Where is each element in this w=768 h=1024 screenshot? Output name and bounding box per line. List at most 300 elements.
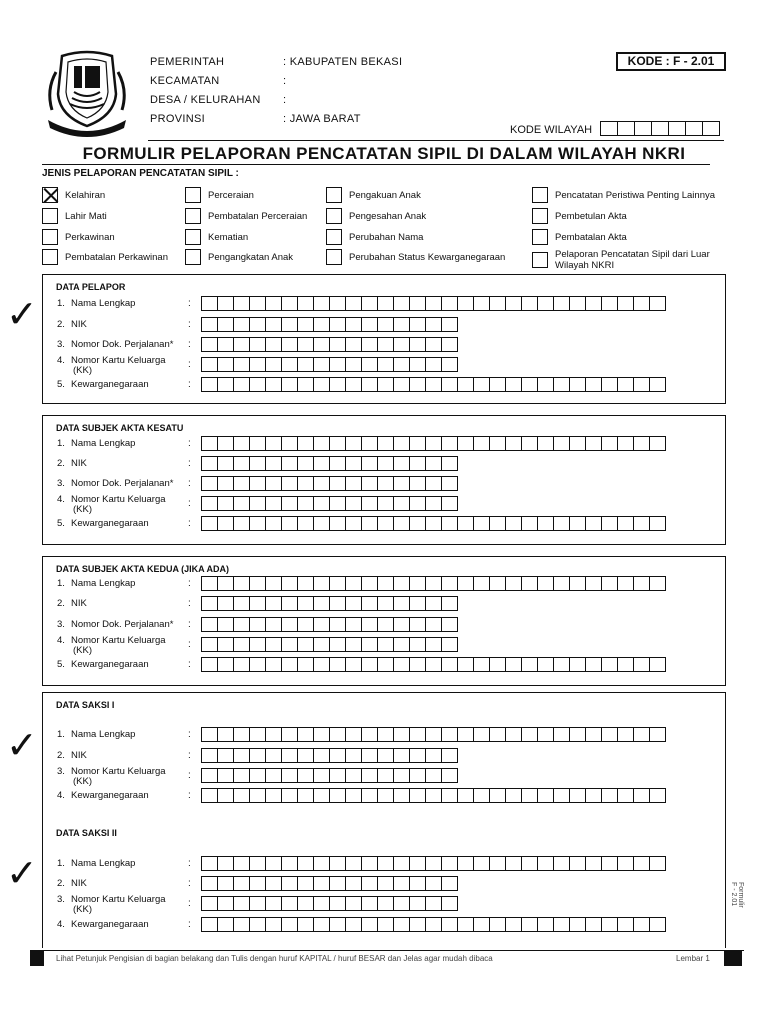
char-box[interactable] <box>409 617 426 632</box>
char-box[interactable] <box>345 748 362 763</box>
char-box[interactable] <box>617 296 634 311</box>
char-box[interactable] <box>457 917 474 932</box>
char-box[interactable] <box>441 876 458 891</box>
char-box[interactable] <box>281 516 298 531</box>
char-box[interactable] <box>601 296 618 311</box>
char-box[interactable] <box>217 436 234 451</box>
field-input-boxes[interactable] <box>202 917 666 932</box>
char-box[interactable] <box>217 657 234 672</box>
char-box[interactable] <box>634 121 652 136</box>
char-box[interactable] <box>233 516 250 531</box>
char-box[interactable] <box>345 337 362 352</box>
char-box[interactable] <box>393 476 410 491</box>
char-box[interactable] <box>585 576 602 591</box>
char-box[interactable] <box>265 637 282 652</box>
char-box[interactable] <box>377 576 394 591</box>
char-box[interactable] <box>201 476 218 491</box>
char-box[interactable] <box>281 856 298 871</box>
char-box[interactable] <box>409 296 426 311</box>
char-box[interactable] <box>377 337 394 352</box>
char-box[interactable] <box>505 856 522 871</box>
char-box[interactable] <box>297 876 314 891</box>
char-box[interactable] <box>633 436 650 451</box>
char-box[interactable] <box>281 657 298 672</box>
char-box[interactable] <box>345 357 362 372</box>
checkbox[interactable] <box>532 187 548 203</box>
char-box[interactable] <box>201 596 218 611</box>
char-box[interactable] <box>425 357 442 372</box>
char-box[interactable] <box>329 748 346 763</box>
char-box[interactable] <box>265 317 282 332</box>
char-box[interactable] <box>297 896 314 911</box>
char-box[interactable] <box>329 617 346 632</box>
char-box[interactable] <box>633 788 650 803</box>
field-input-boxes[interactable] <box>202 516 666 531</box>
char-box[interactable] <box>297 296 314 311</box>
char-box[interactable] <box>633 856 650 871</box>
char-box[interactable] <box>685 121 703 136</box>
char-box[interactable] <box>249 657 266 672</box>
char-box[interactable] <box>585 788 602 803</box>
char-box[interactable] <box>537 516 554 531</box>
char-box[interactable] <box>297 788 314 803</box>
char-box[interactable] <box>617 576 634 591</box>
char-box[interactable] <box>233 788 250 803</box>
field-input-boxes[interactable] <box>202 296 666 311</box>
jenis-option[interactable] <box>326 229 423 245</box>
char-box[interactable] <box>281 476 298 491</box>
char-box[interactable] <box>361 876 378 891</box>
char-box[interactable] <box>537 788 554 803</box>
char-box[interactable] <box>457 788 474 803</box>
char-box[interactable] <box>217 576 234 591</box>
char-box[interactable] <box>297 768 314 783</box>
char-box[interactable] <box>633 657 650 672</box>
char-box[interactable] <box>441 727 458 742</box>
char-box[interactable] <box>217 357 234 372</box>
checkbox[interactable] <box>326 249 342 265</box>
char-box[interactable] <box>345 768 362 783</box>
field-input-boxes[interactable] <box>202 337 458 352</box>
char-box[interactable] <box>489 576 506 591</box>
char-box[interactable] <box>201 296 218 311</box>
char-box[interactable] <box>489 917 506 932</box>
char-box[interactable] <box>425 896 442 911</box>
char-box[interactable] <box>329 436 346 451</box>
char-box[interactable] <box>633 377 650 392</box>
char-box[interactable] <box>329 788 346 803</box>
char-box[interactable] <box>361 337 378 352</box>
char-box[interactable] <box>297 456 314 471</box>
char-box[interactable] <box>393 516 410 531</box>
char-box[interactable] <box>345 727 362 742</box>
char-box[interactable] <box>361 748 378 763</box>
char-box[interactable] <box>393 436 410 451</box>
char-box[interactable] <box>633 727 650 742</box>
char-box[interactable] <box>617 377 634 392</box>
char-box[interactable] <box>265 296 282 311</box>
char-box[interactable] <box>313 377 330 392</box>
char-box[interactable] <box>393 788 410 803</box>
char-box[interactable] <box>329 516 346 531</box>
char-box[interactable] <box>281 917 298 932</box>
char-box[interactable] <box>489 856 506 871</box>
char-box[interactable] <box>233 876 250 891</box>
char-box[interactable] <box>297 637 314 652</box>
char-box[interactable] <box>409 377 426 392</box>
char-box[interactable] <box>409 576 426 591</box>
char-box[interactable] <box>249 637 266 652</box>
char-box[interactable] <box>233 748 250 763</box>
char-box[interactable] <box>201 317 218 332</box>
char-box[interactable] <box>361 727 378 742</box>
char-box[interactable] <box>393 576 410 591</box>
char-box[interactable] <box>505 917 522 932</box>
field-input-boxes[interactable] <box>202 876 458 891</box>
char-box[interactable] <box>281 337 298 352</box>
char-box[interactable] <box>297 436 314 451</box>
char-box[interactable] <box>489 436 506 451</box>
char-box[interactable] <box>361 476 378 491</box>
char-box[interactable] <box>297 596 314 611</box>
char-box[interactable] <box>489 377 506 392</box>
char-box[interactable] <box>377 876 394 891</box>
char-box[interactable] <box>473 788 490 803</box>
char-box[interactable] <box>233 337 250 352</box>
char-box[interactable] <box>537 296 554 311</box>
char-box[interactable] <box>489 727 506 742</box>
char-box[interactable] <box>441 637 458 652</box>
char-box[interactable] <box>377 727 394 742</box>
char-box[interactable] <box>457 856 474 871</box>
char-box[interactable] <box>393 657 410 672</box>
char-box[interactable] <box>345 596 362 611</box>
char-box[interactable] <box>249 516 266 531</box>
char-box[interactable] <box>297 317 314 332</box>
char-box[interactable] <box>249 856 266 871</box>
char-box[interactable] <box>425 377 442 392</box>
char-box[interactable] <box>233 576 250 591</box>
checkbox[interactable] <box>185 208 201 224</box>
char-box[interactable] <box>457 576 474 591</box>
char-box[interactable] <box>329 896 346 911</box>
char-box[interactable] <box>217 768 234 783</box>
char-box[interactable] <box>617 657 634 672</box>
char-box[interactable] <box>313 516 330 531</box>
char-box[interactable] <box>329 496 346 511</box>
char-box[interactable] <box>265 476 282 491</box>
char-box[interactable] <box>265 876 282 891</box>
char-box[interactable] <box>297 748 314 763</box>
char-box[interactable] <box>651 121 669 136</box>
char-box[interactable] <box>233 357 250 372</box>
char-box[interactable] <box>201 856 218 871</box>
field-input-boxes[interactable] <box>202 436 666 451</box>
char-box[interactable] <box>329 317 346 332</box>
char-box[interactable] <box>345 456 362 471</box>
char-box[interactable] <box>473 516 490 531</box>
char-box[interactable] <box>297 917 314 932</box>
char-box[interactable] <box>521 856 538 871</box>
jenis-option[interactable] <box>326 249 505 265</box>
char-box[interactable] <box>473 917 490 932</box>
checkbox[interactable] <box>532 252 548 268</box>
char-box[interactable] <box>521 377 538 392</box>
char-box[interactable] <box>521 657 538 672</box>
char-box[interactable] <box>569 856 586 871</box>
char-box[interactable] <box>377 476 394 491</box>
char-box[interactable] <box>297 617 314 632</box>
char-box[interactable] <box>249 496 266 511</box>
checkbox[interactable] <box>532 208 548 224</box>
char-box[interactable] <box>649 377 666 392</box>
char-box[interactable] <box>617 121 635 136</box>
checkbox[interactable] <box>326 187 342 203</box>
char-box[interactable] <box>409 788 426 803</box>
char-box[interactable] <box>457 296 474 311</box>
char-box[interactable] <box>521 788 538 803</box>
field-input-boxes[interactable] <box>202 576 666 591</box>
char-box[interactable] <box>505 727 522 742</box>
char-box[interactable] <box>361 496 378 511</box>
char-box[interactable] <box>217 788 234 803</box>
char-box[interactable] <box>217 317 234 332</box>
field-input-boxes[interactable] <box>202 657 666 672</box>
char-box[interactable] <box>377 637 394 652</box>
char-box[interactable] <box>393 296 410 311</box>
char-box[interactable] <box>377 856 394 871</box>
char-box[interactable] <box>569 917 586 932</box>
char-box[interactable] <box>201 876 218 891</box>
char-box[interactable] <box>329 637 346 652</box>
char-box[interactable] <box>425 768 442 783</box>
char-box[interactable] <box>441 896 458 911</box>
char-box[interactable] <box>521 516 538 531</box>
char-box[interactable] <box>601 657 618 672</box>
jenis-option[interactable] <box>42 229 115 245</box>
char-box[interactable] <box>377 296 394 311</box>
char-box[interactable] <box>233 768 250 783</box>
char-box[interactable] <box>441 917 458 932</box>
char-box[interactable] <box>217 456 234 471</box>
char-box[interactable] <box>601 788 618 803</box>
char-box[interactable] <box>265 576 282 591</box>
char-box[interactable] <box>409 856 426 871</box>
char-box[interactable] <box>425 436 442 451</box>
char-box[interactable] <box>409 337 426 352</box>
char-box[interactable] <box>425 496 442 511</box>
char-box[interactable] <box>425 317 442 332</box>
header-value[interactable]: : JAWA BARAT <box>283 113 361 125</box>
char-box[interactable] <box>473 657 490 672</box>
char-box[interactable] <box>393 496 410 511</box>
char-box[interactable] <box>425 876 442 891</box>
char-box[interactable] <box>265 657 282 672</box>
char-box[interactable] <box>201 788 218 803</box>
char-box[interactable] <box>409 657 426 672</box>
char-box[interactable] <box>601 576 618 591</box>
char-box[interactable] <box>265 337 282 352</box>
char-box[interactable] <box>217 296 234 311</box>
char-box[interactable] <box>313 456 330 471</box>
char-box[interactable] <box>505 657 522 672</box>
char-box[interactable] <box>441 657 458 672</box>
char-box[interactable] <box>329 876 346 891</box>
char-box[interactable] <box>249 456 266 471</box>
char-box[interactable] <box>329 768 346 783</box>
char-box[interactable] <box>489 296 506 311</box>
char-box[interactable] <box>201 896 218 911</box>
char-box[interactable] <box>425 657 442 672</box>
char-box[interactable] <box>377 657 394 672</box>
char-box[interactable] <box>361 917 378 932</box>
char-box[interactable] <box>249 317 266 332</box>
char-box[interactable] <box>329 357 346 372</box>
char-box[interactable] <box>617 788 634 803</box>
char-box[interactable] <box>553 576 570 591</box>
char-box[interactable] <box>585 516 602 531</box>
char-box[interactable] <box>313 727 330 742</box>
char-box[interactable] <box>361 768 378 783</box>
char-box[interactable] <box>649 788 666 803</box>
char-box[interactable] <box>281 357 298 372</box>
char-box[interactable] <box>649 516 666 531</box>
char-box[interactable] <box>313 856 330 871</box>
char-box[interactable] <box>233 617 250 632</box>
char-box[interactable] <box>297 856 314 871</box>
char-box[interactable] <box>668 121 686 136</box>
char-box[interactable] <box>553 727 570 742</box>
char-box[interactable] <box>329 596 346 611</box>
char-box[interactable] <box>377 748 394 763</box>
char-box[interactable] <box>569 788 586 803</box>
char-box[interactable] <box>633 516 650 531</box>
char-box[interactable] <box>473 377 490 392</box>
char-box[interactable] <box>425 788 442 803</box>
char-box[interactable] <box>297 337 314 352</box>
checkbox[interactable] <box>185 229 201 245</box>
char-box[interactable] <box>537 856 554 871</box>
char-box[interactable] <box>313 296 330 311</box>
char-box[interactable] <box>249 788 266 803</box>
char-box[interactable] <box>377 617 394 632</box>
char-box[interactable] <box>313 768 330 783</box>
field-input-boxes[interactable] <box>202 896 458 911</box>
checkbox[interactable] <box>532 229 548 245</box>
char-box[interactable] <box>297 727 314 742</box>
char-box[interactable] <box>441 516 458 531</box>
char-box[interactable] <box>585 657 602 672</box>
jenis-option[interactable] <box>42 208 107 224</box>
char-box[interactable] <box>345 876 362 891</box>
char-box[interactable] <box>361 657 378 672</box>
char-box[interactable] <box>313 576 330 591</box>
char-box[interactable] <box>473 576 490 591</box>
char-box[interactable] <box>313 357 330 372</box>
char-box[interactable] <box>201 496 218 511</box>
char-box[interactable] <box>393 727 410 742</box>
char-box[interactable] <box>585 377 602 392</box>
char-box[interactable] <box>201 357 218 372</box>
char-box[interactable] <box>441 576 458 591</box>
char-box[interactable] <box>569 576 586 591</box>
char-box[interactable] <box>281 896 298 911</box>
char-box[interactable] <box>313 436 330 451</box>
char-box[interactable] <box>345 296 362 311</box>
char-box[interactable] <box>425 516 442 531</box>
char-box[interactable] <box>217 637 234 652</box>
char-box[interactable] <box>233 637 250 652</box>
char-box[interactable] <box>601 727 618 742</box>
char-box[interactable] <box>265 856 282 871</box>
jenis-option[interactable] <box>326 187 421 203</box>
char-box[interactable] <box>233 476 250 491</box>
char-box[interactable] <box>393 768 410 783</box>
char-box[interactable] <box>217 896 234 911</box>
char-box[interactable] <box>377 788 394 803</box>
char-box[interactable] <box>361 788 378 803</box>
char-box[interactable] <box>537 917 554 932</box>
char-box[interactable] <box>201 748 218 763</box>
char-box[interactable] <box>441 456 458 471</box>
char-box[interactable] <box>233 436 250 451</box>
char-box[interactable] <box>217 516 234 531</box>
char-box[interactable] <box>457 516 474 531</box>
char-box[interactable] <box>281 788 298 803</box>
char-box[interactable] <box>265 456 282 471</box>
field-input-boxes[interactable] <box>202 788 666 803</box>
char-box[interactable] <box>377 496 394 511</box>
char-box[interactable] <box>281 748 298 763</box>
char-box[interactable] <box>649 576 666 591</box>
char-box[interactable] <box>553 788 570 803</box>
char-box[interactable] <box>393 377 410 392</box>
char-box[interactable] <box>249 377 266 392</box>
char-box[interactable] <box>521 917 538 932</box>
field-input-boxes[interactable] <box>202 476 458 491</box>
char-box[interactable] <box>313 917 330 932</box>
jenis-option[interactable] <box>185 249 293 265</box>
char-box[interactable] <box>361 436 378 451</box>
char-box[interactable] <box>569 436 586 451</box>
char-box[interactable] <box>281 456 298 471</box>
char-box[interactable] <box>441 748 458 763</box>
char-box[interactable] <box>217 596 234 611</box>
char-box[interactable] <box>281 576 298 591</box>
char-box[interactable] <box>377 896 394 911</box>
char-box[interactable] <box>281 617 298 632</box>
char-box[interactable] <box>601 856 618 871</box>
header-value[interactable]: : KABUPATEN BEKASI <box>283 56 403 68</box>
char-box[interactable] <box>425 576 442 591</box>
char-box[interactable] <box>361 357 378 372</box>
char-box[interactable] <box>441 856 458 871</box>
char-box[interactable] <box>233 296 250 311</box>
char-box[interactable] <box>361 617 378 632</box>
char-box[interactable] <box>553 516 570 531</box>
char-box[interactable] <box>313 748 330 763</box>
char-box[interactable] <box>233 727 250 742</box>
char-box[interactable] <box>313 317 330 332</box>
char-box[interactable] <box>537 377 554 392</box>
field-input-boxes[interactable] <box>202 357 458 372</box>
checkbox[interactable] <box>326 229 342 245</box>
char-box[interactable] <box>537 576 554 591</box>
checkbox[interactable] <box>185 249 201 265</box>
char-box[interactable] <box>201 337 218 352</box>
char-box[interactable] <box>345 436 362 451</box>
char-box[interactable] <box>281 496 298 511</box>
